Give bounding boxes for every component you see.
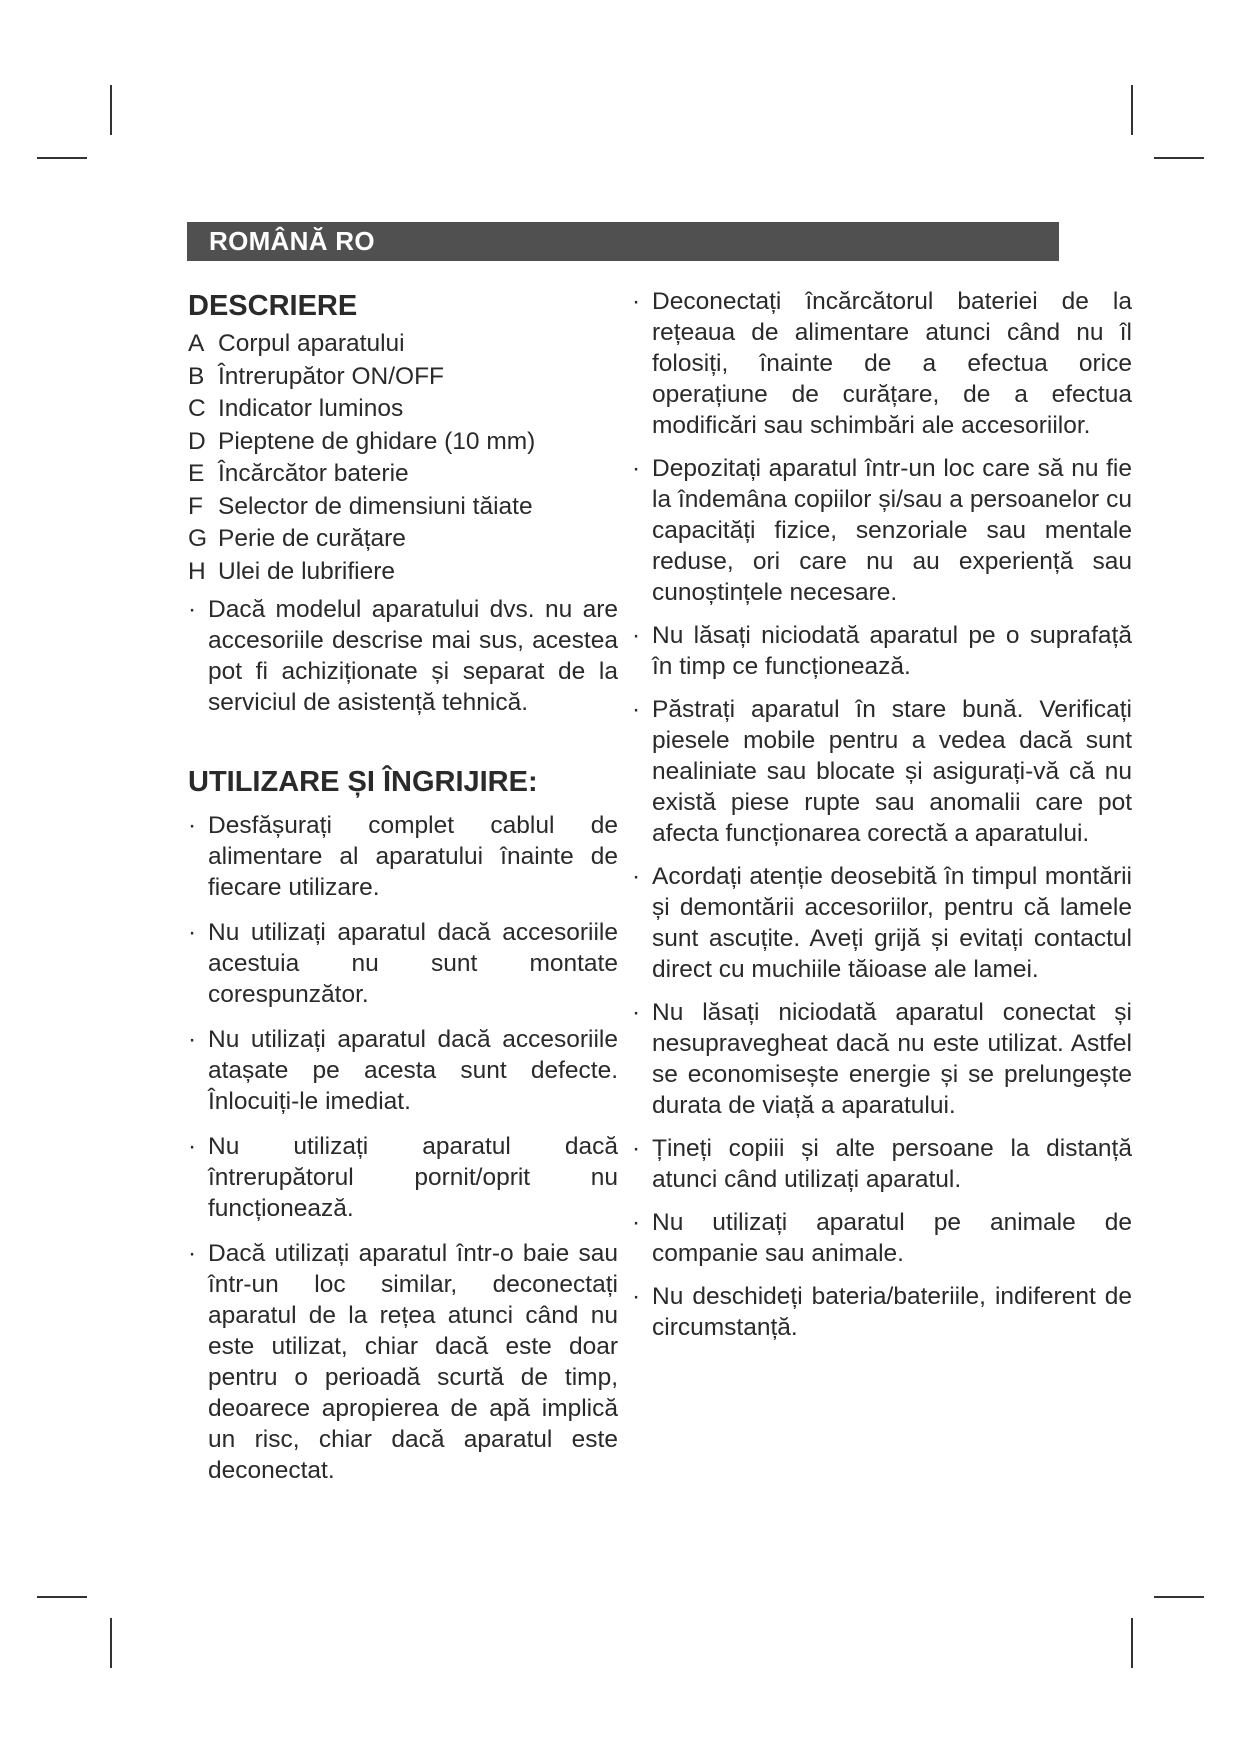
usage-bullet-text: Nu utilizați aparatul dacă accesoriile atașate pe acesta sunt defecte. Înlocuiți-le imediat.: [208, 1026, 618, 1115]
usage-bullet-text: Depozitați aparatul într-un loc care să nu fie la îndemâna copiilor și/sau a persoanelor cu capacități fizice, senzoriale sau mentale reduse, ori care nu au experiență sau cunoștințele necesare.: [652, 455, 1132, 606]
bullet-dot: ·: [632, 622, 641, 649]
usage-bullet-text: Nu lăsați niciodată aparatul conectat și nesupravegheat dacă nu este utilizat. Astfel se economisește energie și se prelungește durata de viață a aparatului.: [652, 999, 1132, 1119]
usage-heading: UTILIZARE ȘI ÎNGRIJIRE:: [188, 766, 538, 798]
usage-bullet: [188, 1238, 618, 1486]
bullet-dot: ·: [188, 1133, 197, 1160]
item-letter: A: [188, 330, 205, 357]
usage-bullet: [632, 453, 1132, 608]
crop-mark-bottom-right-vertical: [1131, 1618, 1133, 1668]
item-letter: G: [188, 525, 208, 552]
bullet-dot: ·: [188, 812, 197, 839]
item-label: Întrerupător ON/OFF: [218, 362, 445, 390]
usage-bullet: [188, 1024, 618, 1117]
bullet-dot: ·: [632, 696, 641, 723]
crop-mark-top-left-horizontal: [37, 157, 87, 159]
description-heading: DESCRIERE: [188, 290, 358, 322]
item-label: Indicator luminos: [218, 395, 404, 422]
usage-bullet-text: Nu utilizați aparatul dacă accesoriile acestuia nu sunt montate corespunzător.: [208, 919, 618, 1008]
crop-mark-top-right-horizontal: [1154, 157, 1204, 159]
usage-bullet-text: Păstrați aparatul în stare bună. Verificați piesele mobile pentru a vedea dacă sunt nealiniate sau blocate și asigurați-vă că nu există piese rupte sau anomalii care pot afecta funcționarea corectă a aparatului.: [652, 696, 1132, 847]
usage-bullet-text: Nu utilizați aparatul pe animale de companie sau animale.: [652, 1209, 1132, 1267]
item-letter: D: [188, 427, 206, 455]
usage-bullet: [632, 286, 1132, 441]
crop-mark-bottom-left-horizontal: [37, 1596, 87, 1598]
usage-bullet: [632, 620, 1132, 682]
description-item: [188, 361, 618, 394]
usage-bullet: [632, 861, 1132, 985]
usage-bullet: [632, 1281, 1132, 1343]
language-header-title: ROMÂNĂ RO: [209, 226, 375, 256]
usage-bullet-text: Acordați atenție deosebită în timpul montării și demontării accesoriilor, pentru că lamele sunt ascuțite. Aveți grijă și evitați contactul direct cu muchiile tăioase ale lamei.: [652, 863, 1132, 983]
item-label: Perie de curățare: [218, 525, 406, 552]
crop-mark-bottom-right-horizontal: [1154, 1596, 1204, 1598]
description-item: [188, 458, 618, 491]
description-list: [188, 328, 618, 588]
description-item: [188, 556, 618, 589]
item-label: Încărcător baterie: [218, 460, 409, 487]
usage-bullet-text: Desfășurați complet cablul de alimentare al aparatului înainte de fiecare utilizare.: [208, 812, 618, 901]
usage-bullet: [632, 1207, 1132, 1269]
usage-bullet-text: Dacă utilizați aparatul într-o baie sau într-un loc similar, deconectați aparatul de la rețea atunci când nu este utilizat, chiar dacă este doar pentru o perioadă scurtă de timp, deoarece apropierea de apă implică un risc, chiar dacă aparatul este deconectat.: [208, 1240, 618, 1484]
item-letter: H: [188, 557, 206, 585]
bullet-dot: ·: [632, 455, 641, 482]
usage-bullet: [188, 810, 618, 903]
bullet-dot: ·: [632, 1209, 641, 1236]
crop-mark-top-left-vertical: [110, 85, 112, 135]
item-letter: F: [188, 492, 203, 520]
language-header-bar: [187, 222, 1059, 261]
item-label: Corpul aparatului: [218, 330, 405, 357]
bullet-dot: ·: [632, 1135, 641, 1162]
usage-bullet-text: Nu lăsați niciodată aparatul pe o suprafață în timp ce funcționează.: [652, 622, 1132, 680]
usage-bullet-text: Țineți copiii și alte persoane la distanță atunci când utilizați aparatul.: [652, 1135, 1132, 1193]
item-letter: E: [188, 460, 205, 487]
usage-bullet-text: Deconectați încărcătorul bateriei de la rețeaua de alimentare atunci când nu îl folosiți, înainte de a efectua orice operațiune de curățare, de a efectua modificări sau schimbări ale accesoriilor.: [652, 288, 1132, 439]
description-item: [188, 426, 618, 459]
bullet-dot: ·: [188, 1026, 197, 1053]
usage-bullet: [632, 1133, 1132, 1195]
item-letter: B: [188, 362, 205, 390]
description-item: [188, 523, 618, 556]
usage-bullet-text: Nu deschideți bateria/bateriile, indiferent de circumstanță.: [652, 1283, 1132, 1341]
description-item: [188, 328, 618, 361]
bullet-dot: ·: [188, 1240, 197, 1267]
usage-bullet: [632, 997, 1132, 1121]
item-label: Selector de dimensiuni tăiate: [218, 492, 533, 520]
item-label: Ulei de lubrifiere: [218, 557, 396, 585]
bullet-dot: ·: [632, 863, 641, 890]
item-label: Pieptene de ghidare (10 mm): [218, 427, 536, 455]
description-item: [188, 393, 618, 426]
bullet-dot: ·: [188, 919, 197, 946]
usage-bullet-text: Nu utilizați aparatul dacă întrerupătorul pornit/oprit nu funcționează.: [208, 1133, 618, 1222]
bullet-dot: ·: [632, 999, 641, 1026]
usage-bullet: [632, 694, 1132, 849]
description-note: [188, 594, 618, 718]
bullet-dot: ·: [632, 1283, 641, 1310]
description-item: [188, 491, 618, 524]
usage-bullet: [188, 917, 618, 1010]
crop-mark-top-right-vertical: [1131, 85, 1133, 135]
usage-bullet: [188, 1131, 618, 1224]
crop-mark-bottom-left-vertical: [110, 1618, 112, 1668]
bullet-dot: ·: [632, 288, 641, 315]
left-column: [188, 286, 618, 1500]
description-note-text: Dacă modelul aparatului dvs. nu are accesoriile descrise mai sus, acestea pot fi achiziționate și separat de la serviciul de asistență tehnică.: [208, 596, 618, 716]
item-letter: C: [188, 395, 206, 422]
bullet-dot: ·: [188, 596, 197, 623]
right-column: [632, 286, 1132, 1355]
